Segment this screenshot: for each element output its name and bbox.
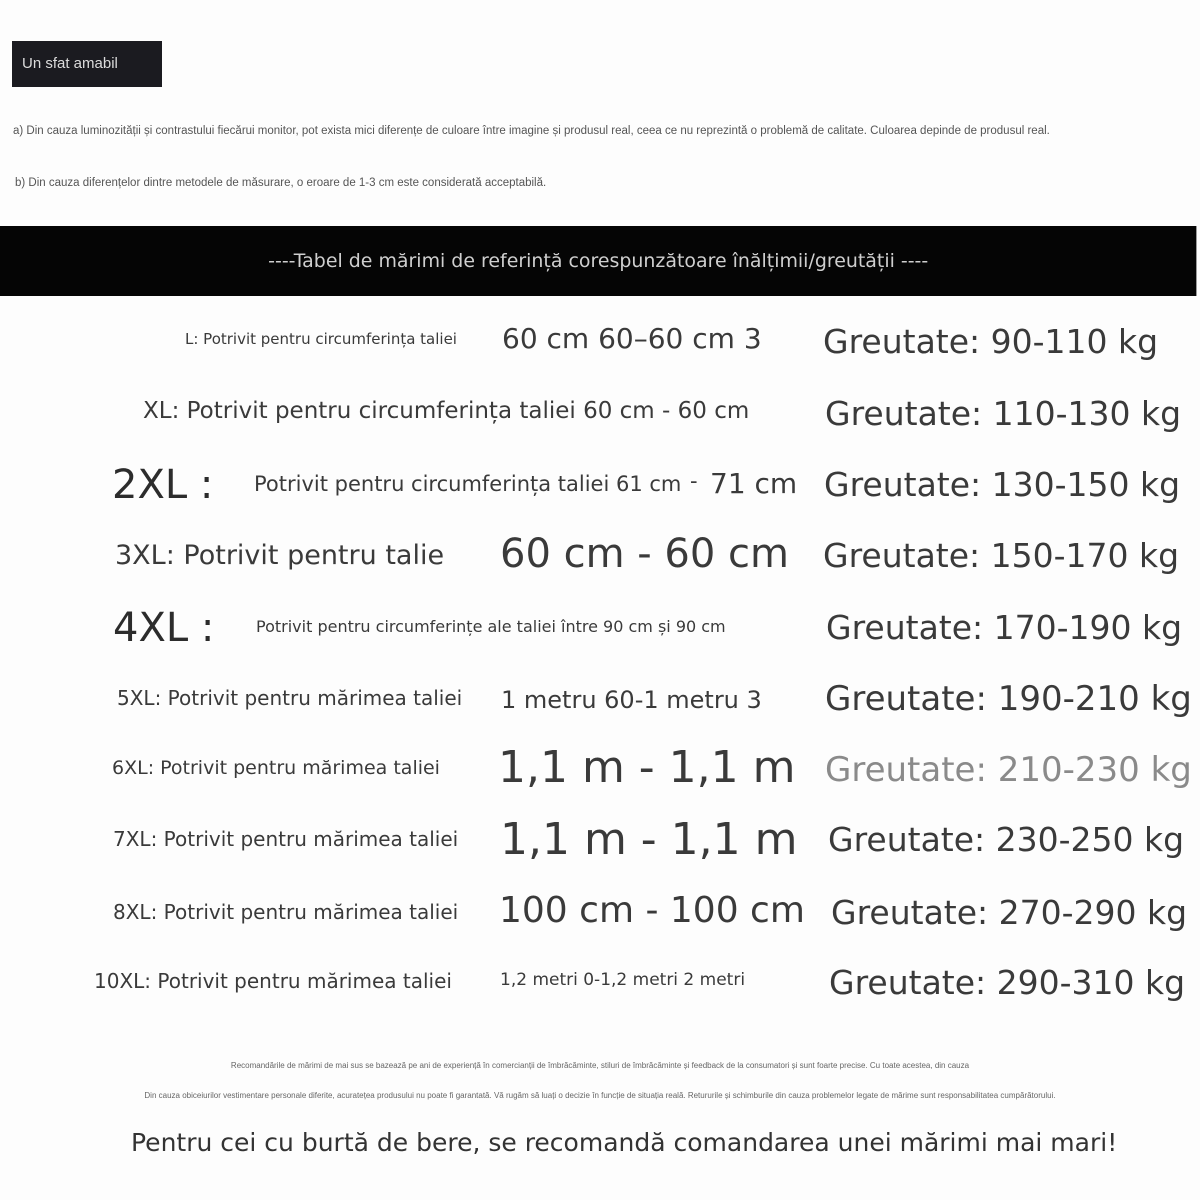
row-3xl-weight: Greutate: 150-170 kg	[823, 536, 1180, 575]
row-3xl-range: 60 cm - 60 cm	[500, 531, 790, 577]
row-xl-weight: Greutate: 110-130 kg	[825, 394, 1182, 433]
size-table-banner: ----Tabel de mărimi de referință corespunzătoare înălțimii/greutății ----	[0, 226, 1196, 296]
row-6xl-label: 6XL: Potrivit pentru mărimea taliei	[112, 757, 440, 779]
row-10xl-range: 1,2 metri 0-1,2 metri 2 metri	[500, 970, 746, 990]
tip-title: Un sfat amabil	[12, 41, 162, 87]
footer-recommendation: Pentru cei cu burtă de bere, se recomandă comandarea unei mărimi mai mari!	[131, 1128, 1118, 1157]
row-8xl-range: 100 cm - 100 cm	[499, 890, 805, 931]
row-4xl-size: 4XL :	[113, 605, 215, 651]
row-6xl-range: 1,1 m - 1,1 m	[498, 742, 796, 793]
row-7xl-label: 7XL: Potrivit pentru mărimea taliei	[113, 827, 459, 851]
row-10xl-weight: Greutate: 290-310 kg	[829, 963, 1186, 1002]
row-5xl-range: 1 metru 60-1 metru 3	[501, 686, 762, 714]
row-l-label: L: Potrivit pentru circumferința taliei	[185, 330, 457, 348]
row-4xl-weight: Greutate: 170-190 kg	[826, 608, 1183, 647]
row-2xl-range: 71 cm	[710, 467, 798, 500]
row-5xl-label: 5XL: Potrivit pentru mărimea taliei	[117, 686, 463, 710]
row-8xl-weight: Greutate: 270-290 kg	[831, 893, 1188, 932]
row-4xl-label: Potrivit pentru circumferințe ale taliei între 90 cm și 90 cm	[256, 617, 726, 636]
row-l-range: 60 cm 60–60 cm 3	[502, 322, 762, 355]
footer-disclaimer-2: Din cauza obiceiurilor vestimentare personale diferite, acuratețea produsului nu poate fi garantată. Vă rugăm să luați o decizie în funcție de situația reală. Retururile și schimburile din cauza problemelor legate de mărime sunt responsabilitatea cumpărătorului.	[144, 1091, 1056, 1100]
footer-disclaimer-1: Recomandările de mărimi de mai sus se bazează pe ani de experiență în comercianții de îmbrăcăminte, stiluri de îmbrăcăminte și feedback de la consumatori și sunt foarte precise. Cu toate acestea, din cauza	[230, 1061, 970, 1070]
row-2xl-label: Potrivit pentru circumferința taliei 61 cm	[254, 472, 682, 496]
row-l-weight: Greutate: 90-110 kg	[823, 322, 1159, 361]
row-8xl-label: 8XL: Potrivit pentru mărimea taliei	[113, 900, 459, 924]
row-3xl-label: 3XL: Potrivit pentru talie	[115, 540, 445, 571]
row-7xl-range: 1,1 m - 1,1 m	[500, 814, 798, 865]
note-color: a) Din cauza luminozității și contrastului fiecărui monitor, pot exista mici diferențe de culoare între imagine și produsul real, ceea ce nu reprezintă o problemă de calitate. Culoarea depinde de produsul real.	[13, 125, 1050, 137]
row-2xl-dash: -	[690, 469, 698, 493]
row-10xl-label: 10XL: Potrivit pentru mărimea taliei	[94, 969, 452, 993]
row-2xl-size: 2XL :	[112, 462, 214, 508]
row-7xl-weight: Greutate: 230-250 kg	[828, 820, 1185, 859]
row-xl-label: XL: Potrivit pentru circumferința taliei 60 cm - 60 cm	[143, 398, 750, 424]
row-5xl-weight: Greutate: 190-210 kg	[825, 679, 1192, 719]
note-measurement: b) Din cauza diferențelor dintre metodele de măsurare, o eroare de 1-3 cm este considerată acceptabilă.	[15, 177, 547, 189]
row-2xl-weight: Greutate: 130-150 kg	[824, 465, 1181, 504]
row-6xl-weight: Greutate: 210-230 kg	[825, 750, 1192, 790]
